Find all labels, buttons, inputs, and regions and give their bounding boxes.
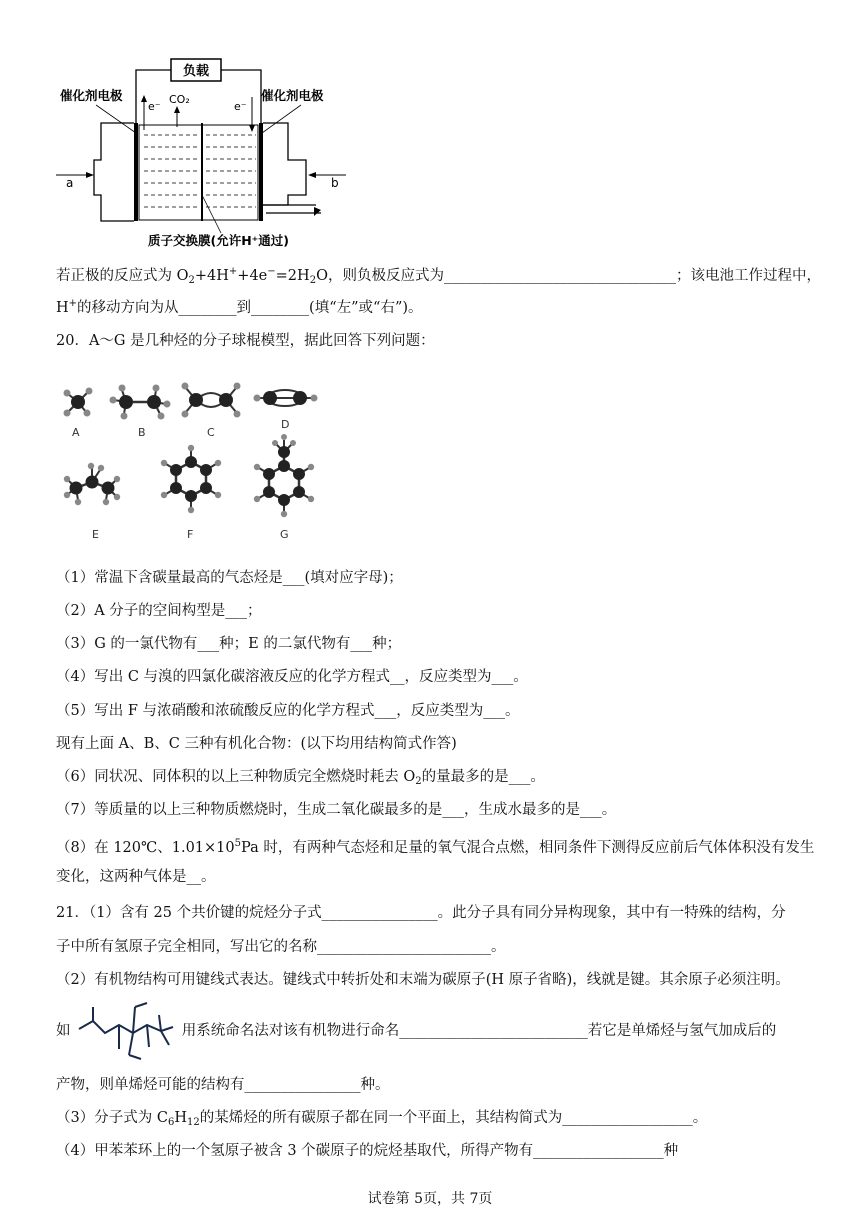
ball-stick-models	[56, 370, 336, 550]
fuel-cell-diagram	[56, 55, 356, 255]
model-c-ethylene	[182, 383, 241, 418]
q21-part-3: （3）分子式为 $C_6H_{12}$的某烯烃的所有碳原子都在同一个平面上，其结构简式为__________________。	[56, 1110, 708, 1128]
q19-line-1: 若正极的反应式为 $O_2+4H^++4e^-=2H_2O$，则负极反应式为________________________________；该电池工作过程中，	[56, 266, 821, 286]
right-electrode-label: 催化剂电极	[261, 88, 324, 103]
q21-part-2b: 如 用系统命名法对该有机物进行命名__________________________若它是单烯烃与氢气加成后的	[56, 1021, 776, 1041]
left-electron-label: e⁻	[148, 100, 161, 113]
model-f-benzene	[161, 445, 221, 513]
inlet-a-label: a	[66, 176, 74, 190]
model-label-a: A	[72, 426, 80, 439]
right-electron-label: e⁻	[234, 100, 247, 113]
q20-part-5: （5）写出 F 与浓硝酸和浓硫酸反应的化学方程式___，反应类型为___。	[56, 703, 520, 719]
inlet-b-label: b	[331, 176, 339, 190]
q20-part-4: （4）写出 C 与溴的四氯化碳溶液反应的化学方程式__，反应类型为___。	[56, 669, 528, 685]
model-b-ethane	[110, 385, 171, 420]
q21-part-4: （4）甲苯苯环上的一个氢原子被含 3 个碳原子的烷烃基取代，所得产物有__________________种	[56, 1143, 679, 1159]
q20-part-2: （2）A 分子的空间构型是___；	[56, 603, 262, 619]
q20-part-8b: 变化，这两种气体是__。	[56, 869, 216, 885]
q20-part-8a: （8）在 120℃、$1.01\times 10^5Pa$ 时，有两种气态烃和足量的氧气混合点燃，相同条件下测得反应前后气体体积没有发生	[56, 838, 815, 856]
model-label-e: E	[92, 528, 99, 541]
q20-intro: 20．A～G 是几种烃的分子球棍模型，据此回答下列问题：	[56, 333, 435, 349]
q20-part-3: （3）G 的一氯代物有___种；E 的二氯代物有___种；	[56, 636, 402, 652]
q21-part-2c: 产物，则单烯烃可能的结构有________________种。	[56, 1077, 390, 1093]
model-a-methane	[64, 388, 93, 417]
model-label-f: F	[187, 528, 194, 541]
page-footer: 试卷第 5页，共 7页	[367, 1191, 493, 1207]
q21-part-1a: 21．（1）含有 25 个共价键的烷烃分子式________________。此分子具有同分异构现象，其中有一特殊的结构，分	[56, 905, 786, 921]
model-e-propane	[64, 463, 120, 505]
q21-part-1b: 子中所有氢原子完全相同，写出它的名称________________________。	[56, 939, 506, 955]
q19-line-2: H+的移动方向为从________到________(填“左”或“右”)。	[56, 298, 423, 316]
model-label-g: G	[280, 528, 289, 541]
co2-label: CO₂	[169, 93, 190, 106]
model-label-c: C	[207, 426, 215, 439]
skeletal-formula	[77, 1001, 177, 1061]
left-electrode-label: 催化剂电极	[60, 88, 123, 103]
q20-part-6: （6）同状况、同体积的以上三种物质完全燃烧时耗去 $O_2$的量最多的是___。	[56, 769, 545, 787]
q20-part-1: （1）常温下含碳量最高的气态烃是___(填对应字母)；	[56, 570, 403, 586]
q20-intro-2: 现有上面 A、B、C 三种有机化合物：(以下均用结构简式作答)	[56, 736, 457, 752]
membrane-label: 质子交换膜(允许H⁺通过)	[148, 233, 289, 248]
q20-part-7: （7）等质量的以上三种物质燃烧时，生成二氧化碳最多的是___，生成水最多的是___。	[56, 802, 617, 818]
model-g-toluene	[254, 434, 314, 517]
model-d-acetylene	[254, 390, 318, 406]
model-label-b: B	[138, 426, 146, 439]
load-label: 负载	[182, 64, 210, 79]
model-label-d: D	[281, 418, 290, 431]
q21-part-2a: （2）有机物结构可用键线式表达。键线式中转折处和末端为碳原子(H 原子省略)，线就是键。其余原子必须注明。	[56, 972, 790, 988]
